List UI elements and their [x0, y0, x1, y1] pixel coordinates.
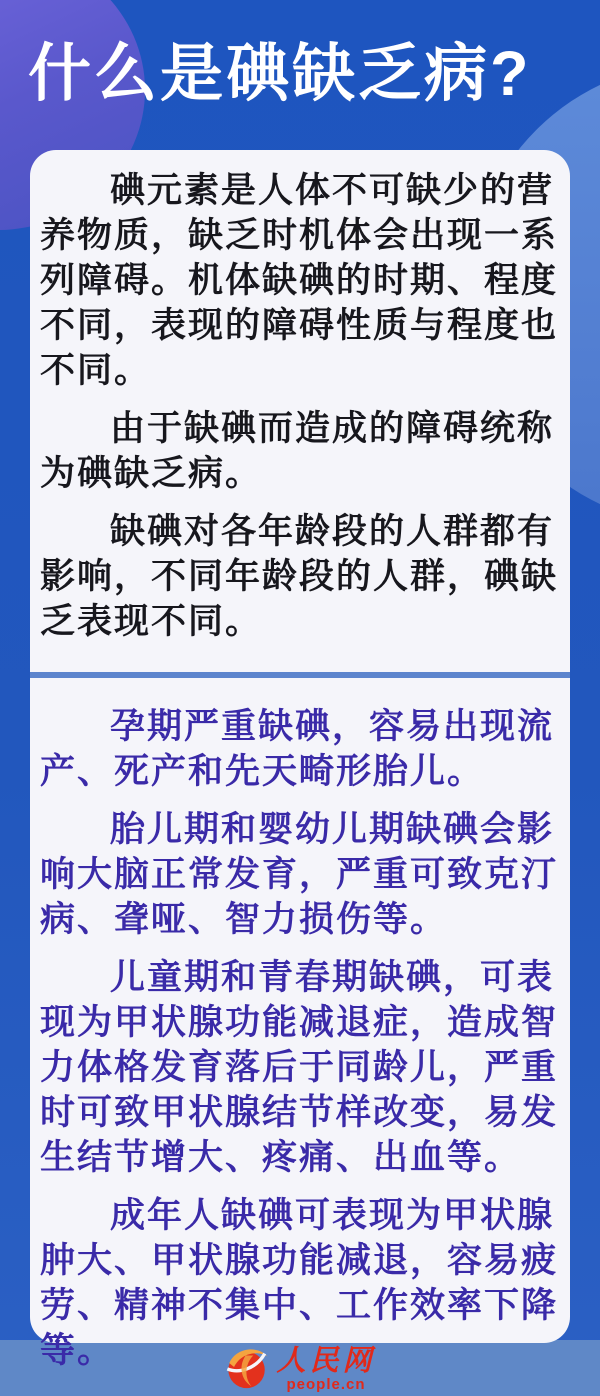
effects-section [40, 704, 560, 1373]
section-divider [30, 672, 570, 678]
footer-logo-text [276, 1344, 375, 1393]
page-title: 什么是碘缺乏病? [28, 39, 532, 109]
intro-paragraph-3: 缺碘对各年龄段的人群都有影响，不同年龄段的人群，碘缺乏表现不同。 [40, 512, 559, 641]
footer-logo-cn: 人民网 [276, 1345, 376, 1377]
effects-paragraph-infant: 胎儿期和婴幼儿期缺碘会影响大脑正常发育，严重可致克汀病、聋哑、智力损伤等。 [40, 810, 559, 939]
intro-paragraph-2: 由于缺碘而造成的障碍统称为碘缺乏病。 [40, 409, 555, 493]
footer-logo [224, 1344, 375, 1393]
effects-paragraph-pregnancy: 孕期严重缺碘，容易出现流产、死产和先天畸形胎儿。 [40, 707, 555, 791]
effects-paragraph-children: 儿童期和青春期缺碘，可表现为甲状腺功能减退症，造成智力体格发育落后于同龄儿，严重时可致甲状腺结节样改变，易发生结节增大、疼痛、出血等。 [40, 958, 559, 1177]
footer-logo-en: people.cn [286, 1376, 366, 1393]
people-daily-globe-icon [224, 1344, 270, 1390]
intro-paragraph-1: 碘元素是人体不可缺少的营养物质，缺乏时机体会出现一系列障碍。机体缺碘的时期、程度不同，表现的障碍性质与程度也不同。 [40, 171, 559, 390]
effects-paragraph-adult: 成年人缺碘可表现为甲状腺肿大、甲状腺功能减退，容易疲劳、精神不集中、工作效率下降等。 [40, 1196, 559, 1370]
intro-section [40, 168, 560, 644]
